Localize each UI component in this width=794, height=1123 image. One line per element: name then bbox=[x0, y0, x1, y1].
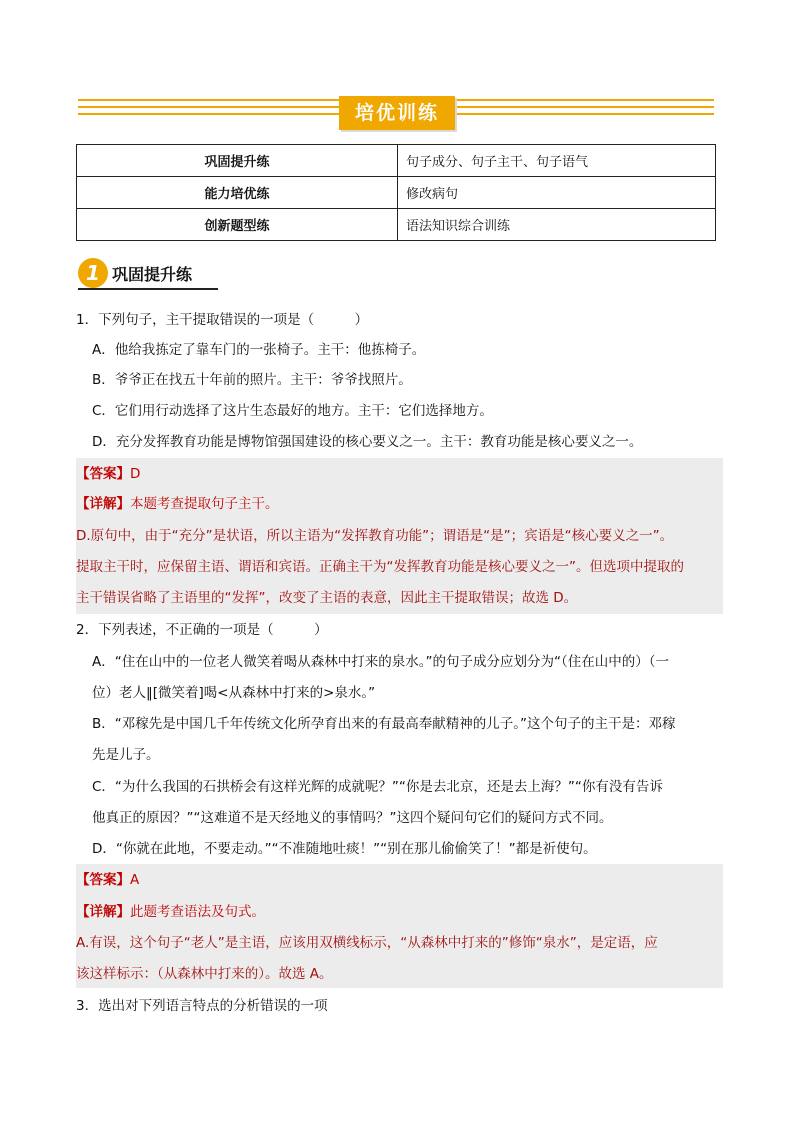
answer-2 bbox=[76, 870, 139, 890]
question-3-stem: 3．选出对下列语言特点的分析错误的一项 bbox=[76, 998, 328, 1014]
section-banner bbox=[78, 96, 714, 130]
detail-2 bbox=[76, 902, 265, 922]
explanation-1-line-1: D.原句中，由于“充分”是状语，所以主语为“发挥教育功能”；谓语是“是”；宾语是“核心要义之一”。 bbox=[76, 528, 674, 544]
section-underline bbox=[78, 288, 218, 290]
explanation-1-line-3: 主干错误省略了主语里的“发挥”，改变了主语的表意，因此主干提取错误；故选 D。 bbox=[76, 590, 578, 606]
table-row bbox=[77, 177, 716, 209]
answer-label: 【答案】 bbox=[76, 466, 130, 482]
question-1-option-b: B．爷爷正在找五十年前的照片。主干：爷爷找照片。 bbox=[92, 372, 412, 388]
question-2-line: 他真正的原因？”“这难道不是天经地义的事情吗？”这四个疑问句它们的疑问方式不同。 bbox=[92, 810, 613, 826]
detail-1 bbox=[76, 494, 279, 514]
question-2-line: D．“你就在此地，不要走动。”“不准随地吐痰！”“别在那儿偷偷笑了！”都是祈使句。 bbox=[92, 841, 597, 857]
detail-label: 【详解】 bbox=[76, 496, 130, 512]
table-cell-topic: 句子成分、句子主干、句子语气 bbox=[398, 145, 716, 177]
answer-value: D bbox=[130, 466, 141, 482]
explanation-2-line-1: A.有误，这个句子“老人”是主语，应该用双横线标示，“从森林中打来的”修饰“泉水”，是定语，应 bbox=[76, 935, 658, 951]
question-2-line: C．“为什么我国的石拱桥会有这样光辉的成就呢？”“你是去北京，还是去上海？”“你有没有告诉 bbox=[92, 779, 663, 795]
question-2-line: 先是儿子。 bbox=[92, 747, 160, 763]
explanation-1-line-2: 提取主干时，应保留主语、谓语和宾语。正确主干为“发挥教育功能是核心要义之一”。但选项中提取的 bbox=[76, 559, 684, 575]
question-2-line: A．“住在山中的一位老人微笑着喝从森林中打来的泉水。”的句子成分应划分为“（住在山中的）（一 bbox=[92, 654, 669, 670]
table-cell-topic: 语法知识综合训练 bbox=[398, 209, 716, 241]
question-1-stem: 1．下列句子，主干提取错误的一项是（ ） bbox=[76, 312, 369, 328]
explanation-2-line-2: 该这样标示：（从森林中打来的）。故选 A。 bbox=[76, 966, 333, 982]
section-number-badge: 1 bbox=[78, 258, 108, 288]
section-header bbox=[78, 256, 218, 290]
detail-label: 【详解】 bbox=[76, 904, 130, 920]
answer-label: 【答案】 bbox=[76, 872, 130, 888]
table-row bbox=[77, 145, 716, 177]
table-row bbox=[77, 209, 716, 241]
question-1-option-d: D．充分发挥教育功能是博物馆强国建设的核心要义之一。主干：教育功能是核心要义之一。 bbox=[92, 434, 643, 450]
table-cell-practice: 能力培优练 bbox=[77, 177, 398, 209]
question-2-stem: 2．下列表述，不正确的一项是（ ） bbox=[76, 622, 328, 638]
question-1-option-a: A．他给我拣定了靠车门的一张椅子。主干：他拣椅子。 bbox=[92, 342, 426, 358]
answer-1 bbox=[76, 464, 140, 484]
banner-title: 培优训练 bbox=[339, 96, 455, 130]
table-cell-practice: 创新题型练 bbox=[77, 209, 398, 241]
detail-text: 此题考查语法及句式。 bbox=[130, 904, 265, 920]
table-cell-topic: 修改病句 bbox=[398, 177, 716, 209]
answer-value: A bbox=[130, 872, 140, 888]
question-2-line: B．“邓稼先是中国几千年传统文化所孕育出来的有最高奉献精神的儿子。”这个句子的主干是：邓稼 bbox=[92, 716, 676, 732]
section-title: 巩固提升练 bbox=[112, 265, 193, 284]
topic-table bbox=[76, 144, 716, 241]
table-cell-practice: 巩固提升练 bbox=[77, 145, 398, 177]
question-2-line: 位）老人‖[微笑着]喝<从森林中打来的>泉水。” bbox=[92, 685, 376, 701]
detail-text: 本题考查提取句子主干。 bbox=[130, 496, 279, 512]
question-1-option-c: C．它们用行动选择了这片生态最好的地方。主干：它们选择地方。 bbox=[92, 403, 493, 419]
